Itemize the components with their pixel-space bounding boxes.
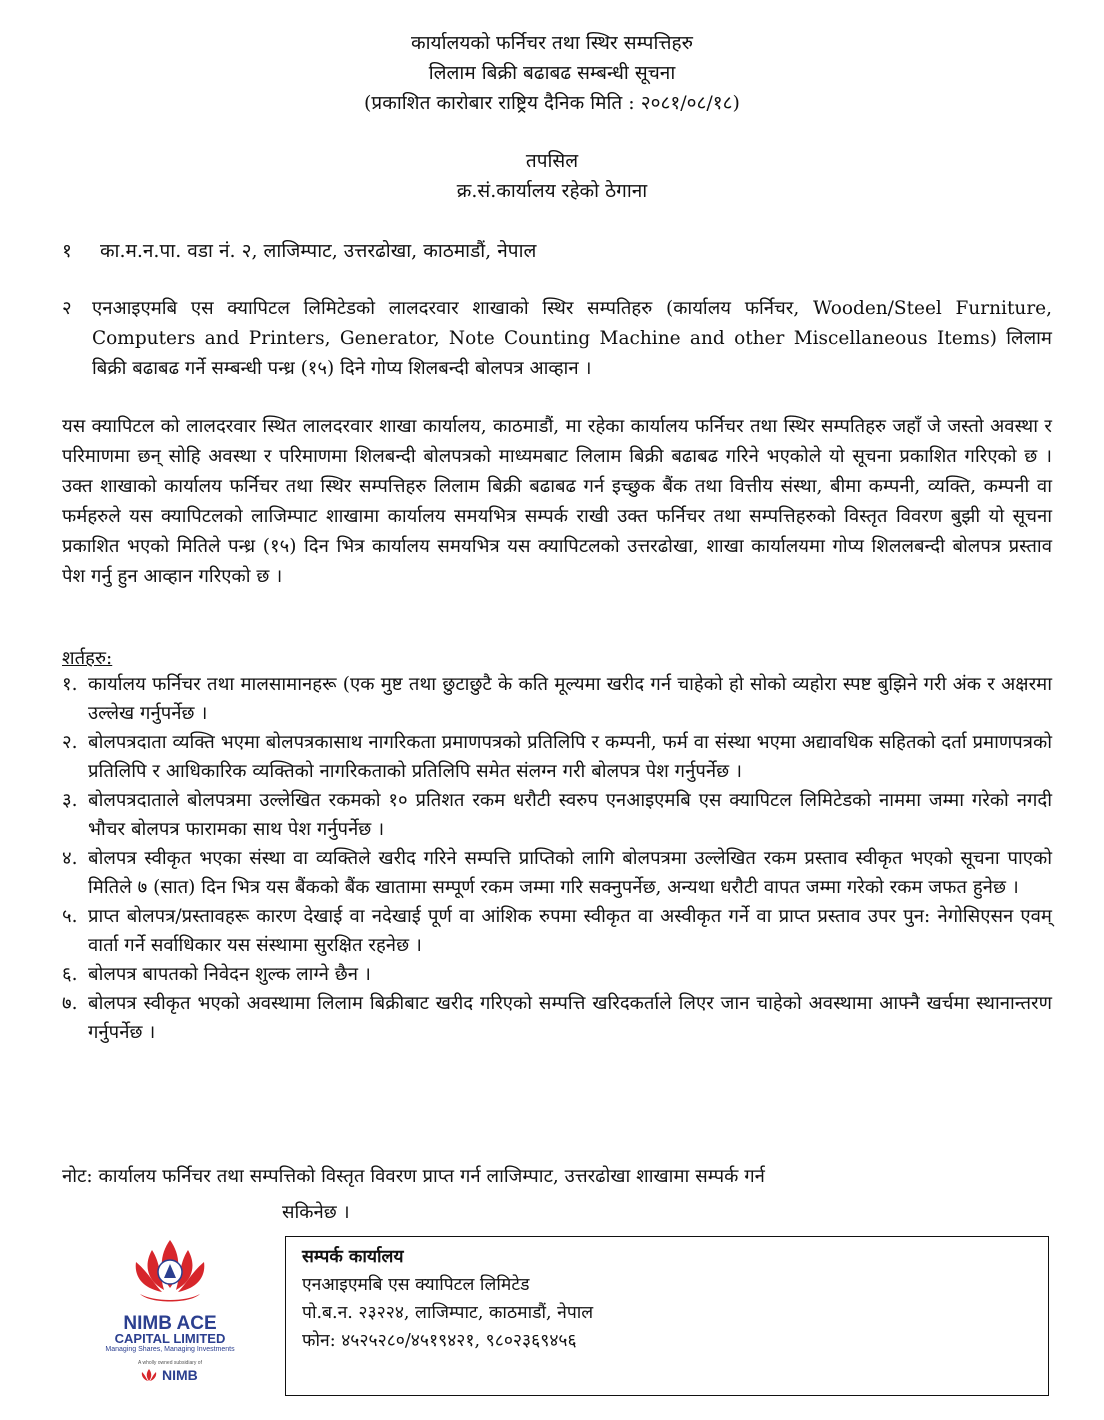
header-line-1: कार्यालयको फर्निचर तथा स्थिर सम्पत्तिहरु	[411, 32, 693, 54]
item-2-text: एनआइएमबि एस क्यापिटल लिमिटेडको लालदरवार शाखाको स्थिर सम्पतिहरु (कार्यालय फर्निचर, Wooden/Steel Furniture, Computers and Printers, Generator, Note Counting Machine and other Miscellaneous Items) लिलाम बिक्री बढाबढ गर्ने सम्बन्धी पन्ध्र (१५) दिने गोप्य शिलबन्दी बोलपत्र आव्हान ।	[92, 298, 1052, 379]
nimb-ace-logo	[100, 1232, 240, 1402]
condition-item: ५. प्राप्त बोलपत्र/प्रस्तावहरू कारण देखाई वा नदेखाई पूर्ण वा आंशिक रुपमा स्वीकृत वा अस्वीकृत गर्ने वा प्राप्त प्रस्ताव उपर पुन: नेगोसिएसन एवम् वार्ता गर्ने सर्वाधिकार यस संस्थामा सुरक्षित रहनेछ ।	[62, 906, 1052, 956]
condition-item: २. बोलपत्रदाता व्यक्ति भएमा बोलपत्रकासाथ नागरिकता प्रमाणपत्रको प्रतिलिपि र कम्पनी, फर्म वा संस्था भएमा अद्यावधिक सहितको दर्ता प्रमाणपत्रको प्रतिलिपि र आधिकारिक व्यक्तिको नागरिकताको प्रतिलिपि समेत संलग्न गरी बोलपत्र पेश गर्नुपर्नेछ ।	[62, 732, 1052, 782]
header-line-2: लिलाम बिक्री बढाबढ सम्बन्धी सूचना	[428, 62, 676, 84]
condition-item: ७. बोलपत्र स्वीकृत भएको अवस्थामा लिलाम बिक्रीबाट खरीद गरिएको सम्पत्ति खरिदकर्ताले लिएर जान चाहेको अवस्थामा आफ्नै खर्चमा स्थानान्तरण गर्नुपर्नेछ ।	[62, 993, 1052, 1043]
contact-address: पो.ब.न. २३२२४, लाजिम्पाट, काठमाडौं, नेपाल	[302, 1303, 594, 1323]
note-line-2: सकिनेछ ।	[282, 1202, 350, 1223]
note-line-1: नोट: कार्यालय फर्निचर तथा सम्पत्तिको विस्तृत विवरण प्राप्त गर्न लाजिम्पाट, उत्तरढोखा शाखामा सम्पर्क गर्न	[62, 1166, 765, 1187]
logo-sub: CAPITAL LIMITED	[114, 1331, 226, 1346]
conditions-list	[62, 670, 1052, 1047]
tapasil-title: तपसिल	[525, 150, 579, 172]
contact-company: एनआइएमबि एस क्यापिटल लिमिटेड	[302, 1275, 530, 1295]
item-1	[62, 236, 536, 266]
contact-box	[285, 1236, 1049, 1396]
logo-subsidiary-text: A wholly owned subsidiary of	[138, 1360, 202, 1366]
body-paragraph: यस क्यापिटल को लालदरवार स्थित लालदरवार शाखा कार्यालय, काठमाडौं, मा रहेका कार्यालय फर्निचर तथा स्थिर सम्पतिहरु जहाँ जे जस्तो अवस्था र परिमाणमा छन् सोहि अवस्था र परिमाणमा शिलबन्दी बोलपत्रको माध्यमबाट लिलाम बिक्री बढाबढ गरिने भएकोले यो सूचना प्रकाशित गरिएको छ । उक्त शाखाको कार्यालय फर्निचर तथा स्थिर सम्पत्तिहरु लिलाम बिक्री बढाबढ गर्न इच्छुक बैंक तथा वित्तीय संस्था, बीमा कम्पनी, व्यक्ति, कम्पनी वा फर्महरुले यस क्यापिटलको लाजिम्पाट शाखामा कार्यालय समयभित्र सम्पर्क राखी उक्त फर्निचर तथा सम्पत्तिहरुको विस्तृत विवरण बुझी यो सूचना प्रकाशित भएको मितिले पन्ध्र (१५) दिन भित्र कार्यालय समयभित्र यस क्यापिटलको उत्तरढोखा, शाखा कार्यालयमा गोप्य शिललबन्दी बोलपत्र प्रस्ताव पेश गर्नु हुन आव्हान गरिएको छ ।	[62, 416, 1052, 587]
item-1-text: का.म.न.पा. वडा नं. २, लाजिम्पाट, उत्तरढोखा, काठमाडौं, नेपाल	[99, 240, 537, 262]
tapasil-subtitle: क्र.सं.कार्यालय रहेको ठेगाना	[456, 180, 648, 202]
header-line-3: (प्रकाशित कारोबार राष्ट्रिय दैनिक मिति : २०८१/०८/१८)	[364, 92, 740, 114]
contact-title: सम्पर्क कार्यालय	[302, 1247, 404, 1267]
item-2	[62, 294, 1052, 384]
condition-item: ३. बोलपत्रदाताले बोलपत्रमा उल्लेखित रकमको १० प्रतिशत रकम धरौटी स्वरुप एनआइएमबि एस क्यापिटल लिमिटेडको नाममा जम्मा गरेको नगदी भौचर बोलपत्र फारामका साथ पेश गर्नुपर्नेछ ।	[62, 790, 1052, 840]
contact-phone: फोन: ४५२५२८०/४५१९४२१, ९८०२३६९४५६	[302, 1331, 577, 1351]
logo-parent-name: NIMB	[162, 1367, 198, 1383]
item-2-number: २	[62, 298, 72, 319]
condition-item: ६. बोलपत्र बापतको निवेदन शुल्क लाग्ने छैन ।	[62, 964, 371, 985]
condition-item: ४. बोलपत्र स्वीकृत भएका संस्था वा व्यक्तिले खरीद गरिने सम्पत्ति प्राप्तिको लागि बोलपत्रमा उल्लेखित रकम प्रस्ताव स्वीकृत भएको सूचना पाएको मितिले ७ (सात) दिन भित्र यस बैंकको बैंक खातामा सम्पूर्ण रकम जम्मा गरि सक्नुपर्नेछ, अन्यथा धरौटी वापत जम्मा गरेको रकम जफत हुनेछ ।	[62, 848, 1052, 898]
logo-tagline: Managing Shares, Managing Investments	[105, 1346, 235, 1353]
conditions-heading: शर्तहरु:	[62, 648, 113, 669]
nimb-lotus-icon	[138, 1368, 160, 1382]
item-1-number: १	[62, 240, 72, 262]
condition-item: १. कार्यालय फर्निचर तथा मालसामानहरू (एक मुष्ट तथा छुटाछुटै के कति मूल्यमा खरीद गर्न चाहेको हो सोको व्यहोरा स्पष्ट बुझिने गरी अंक र अक्षरमा उल्लेख गर्नुपर्नेछ ।	[62, 674, 1052, 724]
lotus-emblem-icon	[100, 1232, 240, 1314]
logo-name: NIMB ACE	[123, 1313, 217, 1334]
